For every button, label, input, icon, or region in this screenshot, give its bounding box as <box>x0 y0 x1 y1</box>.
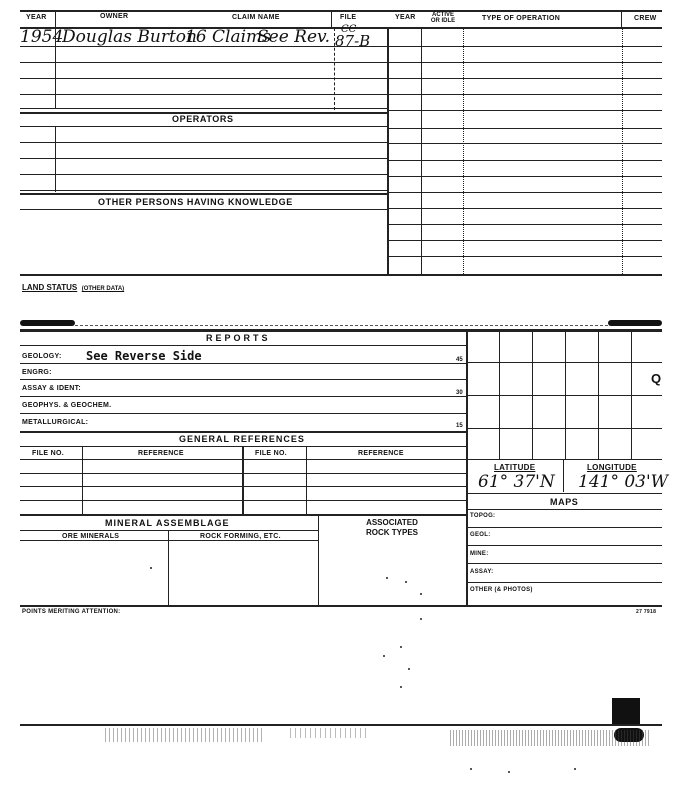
divider <box>306 446 307 514</box>
geophys-label: GEOPHYS. & GEOCHEM. <box>22 402 112 409</box>
scan-speck <box>408 668 410 670</box>
mineral-top-rule <box>20 514 466 516</box>
divider <box>563 459 564 492</box>
row-line <box>387 224 662 225</box>
scan-speck <box>383 655 385 657</box>
handwritten-claim: 16 Claims <box>185 27 271 47</box>
metallurgical-label: METALLURGICAL: <box>22 419 89 426</box>
mineral-associated-divider <box>318 514 319 605</box>
scan-speck <box>508 771 510 773</box>
col-active-or-idle <box>424 12 462 24</box>
scan-speck <box>405 581 407 583</box>
maps-header-rule <box>466 509 662 510</box>
other-persons-top-rule <box>20 193 387 195</box>
scan-speck <box>420 593 422 595</box>
row-line <box>466 563 662 564</box>
scan-speck <box>420 618 422 620</box>
handwritten-longitude: 141° 03'W <box>578 472 669 492</box>
torn-edge-line <box>75 325 608 326</box>
row-line <box>20 190 387 191</box>
maps-topog: TOPOG: <box>470 513 496 519</box>
maps-assay: ASSAY: <box>470 569 494 575</box>
general-references-top-rule <box>20 431 466 433</box>
row-line <box>20 473 466 474</box>
handwritten-owner: Douglas Burton <box>62 27 197 47</box>
divider <box>242 446 244 514</box>
scan-artifact <box>612 698 640 724</box>
row-line <box>387 62 662 63</box>
mineral-subheader-rule <box>20 530 318 531</box>
divider <box>331 10 332 28</box>
points-meriting-attention: POINTS MERITING ATTENTION: <box>22 609 121 615</box>
other-persons-title: OTHER PERSONS HAVING KNOWLEDGE <box>98 197 293 207</box>
scan-speck <box>574 768 576 770</box>
row-line <box>387 208 662 209</box>
geology-num: 45 <box>456 357 463 363</box>
left-year-divider <box>55 28 56 108</box>
row-line <box>387 110 662 111</box>
maps-mine: MINE: <box>470 551 489 557</box>
grid-line <box>466 362 662 363</box>
year-active-divider <box>421 28 422 276</box>
land-status <box>22 277 124 295</box>
scan-speck <box>400 646 402 648</box>
active-type-divider <box>463 28 464 276</box>
top-header-rule <box>20 10 662 12</box>
row-line <box>20 108 387 109</box>
scan-noise <box>105 728 265 742</box>
associated-rock-types <box>330 518 454 538</box>
col-year: YEAR <box>26 14 47 21</box>
engrg-label: ENGRG: <box>22 369 52 376</box>
reports-header-rule <box>20 345 466 346</box>
grid-line <box>466 395 662 396</box>
grid-line <box>499 329 500 459</box>
mineral-assemblage-title: MINERAL ASSEMBLAGE <box>105 518 230 528</box>
land-status-sub: (OTHER DATA) <box>81 286 125 292</box>
row-line <box>20 142 387 143</box>
row-line <box>387 240 662 241</box>
row-line <box>20 94 387 95</box>
reports-title: REPORTS <box>206 333 271 343</box>
scan-noise <box>450 730 650 746</box>
col-type-of-operation: TYPE OF OPERATION <box>482 15 561 22</box>
row-line <box>387 143 662 144</box>
row-line <box>20 379 466 380</box>
col-file-no-1: FILE NO. <box>32 450 64 457</box>
assay-num: 30 <box>456 390 463 396</box>
col-rock-forming: ROCK FORMING, ETC. <box>200 533 281 540</box>
col-file: FILE <box>340 14 357 21</box>
land-status-title: LAND STATUS <box>22 283 78 292</box>
scan-artifact <box>20 320 75 326</box>
active-label: ACTIVE <box>431 12 454 18</box>
handwritten-file: 87-B <box>335 32 371 50</box>
bottom-torn-edge <box>20 724 662 726</box>
longitude-label: LONGITUDE <box>587 463 637 472</box>
rock-types-label: ROCK TYPES <box>365 528 418 537</box>
maps-title: MAPS <box>550 497 579 507</box>
row-line <box>20 174 387 175</box>
grid-line <box>631 329 632 459</box>
maps-geol: GEOL: <box>470 532 491 538</box>
row-line <box>387 176 662 177</box>
row-line <box>20 62 387 63</box>
grid-line <box>565 329 566 459</box>
operators-divider <box>55 126 56 192</box>
metallurgical-num: 15 <box>456 423 463 429</box>
row-line <box>466 582 662 583</box>
row-line <box>20 158 387 159</box>
col-reference-2: REFERENCE <box>358 450 404 457</box>
handwritten-see-rev: See Rev. <box>257 27 331 47</box>
divider <box>82 446 83 514</box>
row-line <box>387 160 662 161</box>
row-line <box>20 500 466 501</box>
other-persons-bottom-rule <box>20 209 387 210</box>
scan-speck <box>470 768 472 770</box>
grid-line <box>532 329 533 459</box>
row-line <box>466 545 662 546</box>
form-number: 27 7918 <box>636 609 657 615</box>
scan-speck <box>386 577 388 579</box>
row-line <box>387 192 662 193</box>
col-reference-1: REFERENCE <box>138 450 184 457</box>
operators-title: OPERATORS <box>172 114 234 124</box>
type-crew-divider <box>622 28 623 276</box>
grid-letter: Q <box>651 371 662 386</box>
scan-noise <box>290 728 370 738</box>
scan-artifact <box>608 320 662 326</box>
col-crew: CREW <box>634 15 657 22</box>
or-idle-label: OR IDLE <box>430 18 456 24</box>
general-references-title: GENERAL REFERENCES <box>179 434 305 444</box>
col-year-2: YEAR <box>395 14 416 21</box>
row-line <box>387 94 662 95</box>
row-line <box>20 363 466 364</box>
scan-speck <box>150 567 152 569</box>
row-line <box>387 256 662 257</box>
row-line <box>20 413 466 414</box>
mineral-cols-rule <box>20 540 318 541</box>
associated-label: ASSOCIATED <box>366 518 418 527</box>
maps-other: OTHER (& PHOTOS) <box>470 587 533 593</box>
divider <box>621 10 622 28</box>
row-line <box>387 128 662 129</box>
row-line <box>387 78 662 79</box>
row-line <box>20 78 387 79</box>
handwritten-year: 1954 <box>20 27 64 47</box>
col-ore-minerals: ORE MINERALS <box>62 533 120 540</box>
top-block-bottom-rule <box>20 274 662 276</box>
col-owner: OWNER <box>100 13 129 20</box>
geology-value: See Reverse Side <box>86 349 202 363</box>
row-line <box>20 486 466 487</box>
geology-label: GEOLOGY: <box>22 353 62 360</box>
row-line <box>20 396 466 397</box>
handwritten-latitude: 61° 37'N <box>478 472 555 492</box>
grid-line <box>466 459 662 460</box>
scan-speck <box>400 686 402 688</box>
latlong-bottom-rule <box>466 493 662 494</box>
row-line <box>387 46 662 47</box>
row-line <box>20 46 387 47</box>
claim-file-divider <box>334 28 335 110</box>
assay-label: ASSAY & IDENT: <box>22 385 82 392</box>
operators-bottom-rule <box>20 126 387 127</box>
points-top-rule <box>20 605 662 607</box>
latitude-label: LATITUDE <box>494 463 536 472</box>
grid-line <box>466 428 662 429</box>
row-line <box>466 527 662 528</box>
col-claim-name: CLAIM NAME <box>232 14 280 21</box>
divider <box>168 530 169 605</box>
left-block-divider <box>387 28 389 276</box>
divider <box>55 10 56 28</box>
handwritten-file-top: CC <box>341 24 357 35</box>
grid-line <box>598 329 599 459</box>
col-file-no-2: FILE NO. <box>255 450 287 457</box>
